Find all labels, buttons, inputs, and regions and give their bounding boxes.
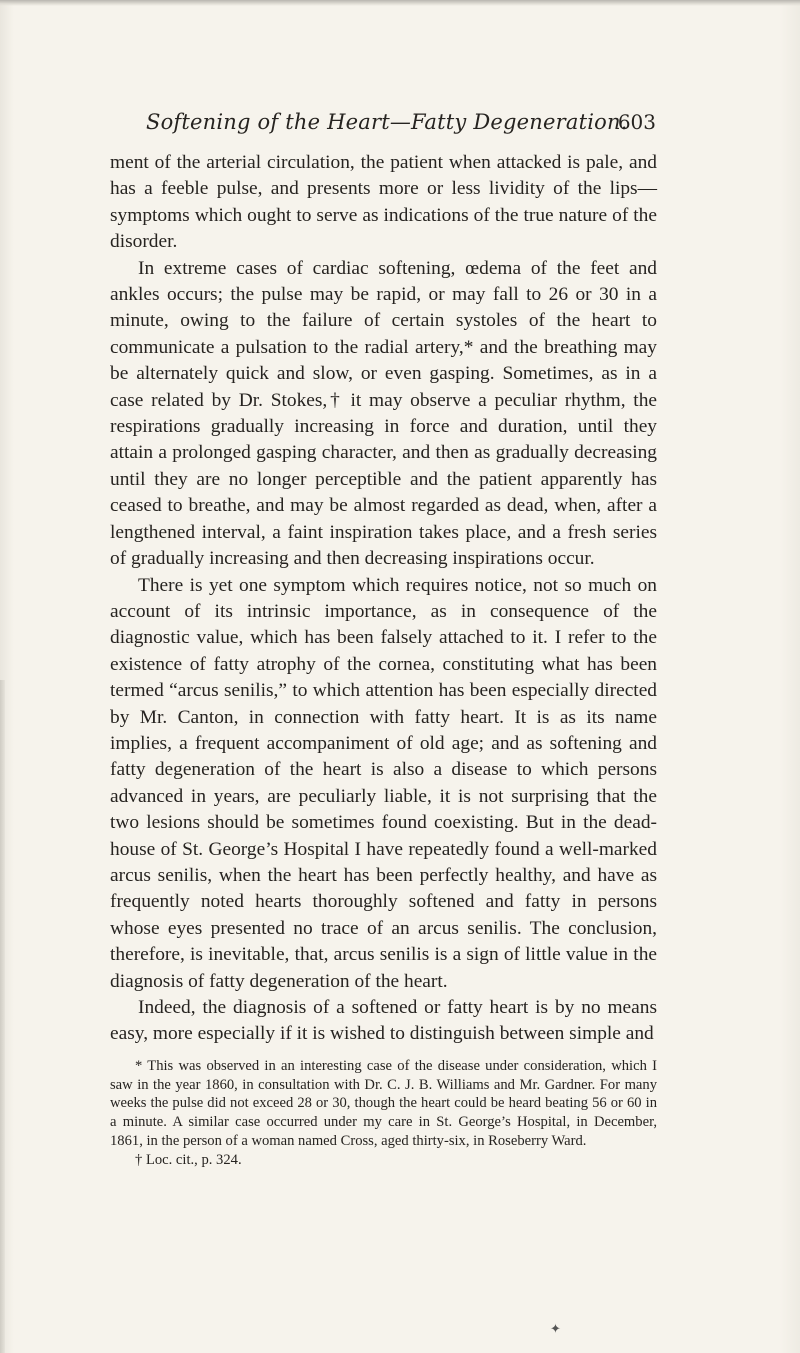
body-text	[110, 150, 657, 1048]
page-binding-edge	[0, 680, 5, 1353]
page-top-shadow	[0, 0, 800, 6]
running-head	[146, 110, 656, 140]
paragraph: There is yet one symptom which requires notice, not so much on account of its intrinsic importance, as in consequence of the diagnostic value, which has been falsely attached to it. I refer to the existence of fatty atrophy of the cornea, constituting what has been termed “arcus senilis,” to which attention has been especially directed by Mr. Canton, in connection with fatty heart. It is as its name implies, a frequent accompaniment of old age; and as softening and fatty degeneration of the heart is also a disease to which persons advanced in years, are peculiarly liable, it is not surprising that the two lesions should be sometimes found coexisting. But in the dead-house of St. George’s Hospital I have repeatedly found a well-marked arcus senilis, when the heart has been perfectly healthy, and have as frequently noted hearts thoroughly softened and fatty in persons whose eyes presented no trace of an arcus senilis. The conclusion, therefore, is inevitable, that, arcus senilis is a sign of little value in the diagnosis of fatty degeneration of the heart.	[110, 574, 657, 992]
footnotes	[110, 1057, 657, 1169]
paragraph: ment of the arterial circulation, the patient when attacked is pale, and has a feeble pulse, and presents more or less lividity of the lips—symptoms which ought to serve as indications of the true nature of the disorder.	[110, 152, 657, 253]
paragraph: Indeed, the diagnosis of a softened or fatty heart is by no means easy, more especially if it is wished to distinguish between simple and	[110, 997, 657, 1045]
running-title: Softening of the Heart—Fatty Degeneration.	[146, 110, 628, 134]
page-number: 603	[617, 110, 656, 134]
footnote: * This was observed in an interesting case of the disease under consideration, which I saw in the year 1860, in consultation with Dr. C. J. B. Williams and Mr. Gardner. For many weeks the pulse did not exceed 28 or 30, though the heart could be heard beating 56 or 60 in a minute. A similar case occurred under my care in St. George’s Hospital, in December, 1861, in the person of a woman named Cross, aged thirty-six, in Roseberry Ward.	[110, 1058, 657, 1149]
paragraph: In extreme cases of cardiac softening, œdema of the feet and ankles occurs; the pulse may be rapid, or may fall to 26 or 30 in a minute, owing to the failure of certain systoles of the heart to communicate a pulsation to the radial artery,* and the breathing may be alternately quick and slow, or even gasping. Sometimes, as in a case related by Dr. Stokes,† it may observe a peculiar rhythm, the respirations gradually increasing in force and duration, until they attain a prolonged gasping character, and then as gradually decreasing until they are no longer perceptible and the patient apparently has ceased to breathe, and may be almost regarded as dead, when, after a lengthened interval, a faint inspiration takes place, and a fresh series of gradually increasing and then decreasing inspirations occur.	[110, 257, 657, 570]
footnote: † Loc. cit., p. 324.	[135, 1151, 242, 1168]
printer-mark: ✦	[550, 1322, 561, 1337]
